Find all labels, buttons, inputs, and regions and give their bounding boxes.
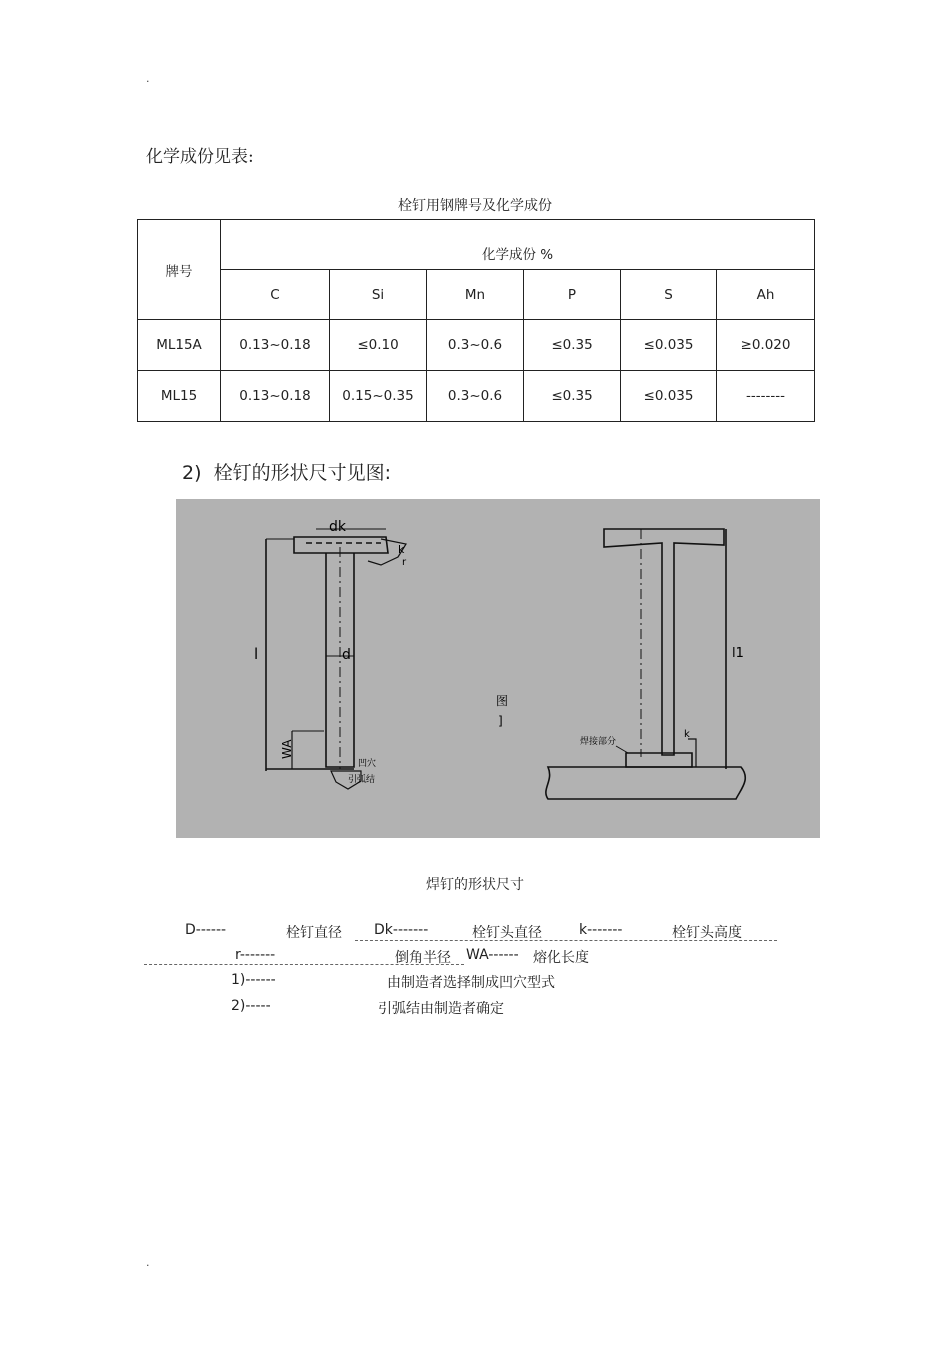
chemical-composition-table <box>137 219 815 422</box>
section-heading <box>182 458 391 485</box>
value-cell: ≤0.035 <box>621 320 717 371</box>
fig-glyph: 图 <box>496 694 509 708</box>
table-row <box>138 320 815 371</box>
figure-caption: 焊钉的形状尺寸 <box>426 877 524 893</box>
section-number: 2) <box>182 462 202 484</box>
stud-profile <box>604 529 724 755</box>
legend-wa-symbol: WA------ <box>466 947 519 963</box>
stud-dimension-figure <box>176 499 820 838</box>
value-cell: 0.13~0.18 <box>221 371 330 422</box>
stud-head-outline <box>294 537 388 553</box>
wa-label: WA <box>280 739 294 759</box>
legend-k-symbol: k------- <box>579 922 623 938</box>
legend-note2-desc: 引弧结由制造者确定 <box>378 1001 504 1017</box>
composition-header: 化学成份 % <box>221 220 815 270</box>
grade-cell: ML15A <box>138 320 221 371</box>
table-row <box>138 371 815 422</box>
l-label: l <box>254 645 259 663</box>
recess-note: 凹穴 <box>358 759 377 769</box>
element-header: Ah <box>717 270 815 320</box>
element-header: S <box>621 270 717 320</box>
legend-dk-desc: 栓钉头直径 <box>472 925 542 941</box>
section-title: 栓钉的形状尺寸见图: <box>213 462 391 484</box>
legend-d-desc: 栓钉直径 <box>286 925 342 941</box>
value-cell: ≥0.020 <box>717 320 815 371</box>
k-label: k <box>398 543 405 556</box>
element-header: Mn <box>427 270 524 320</box>
value-cell: 0.15~0.35 <box>330 371 427 422</box>
table-caption: 栓钉用钢牌号及化学成份 <box>398 198 552 214</box>
value-cell: ≤0.35 <box>524 320 621 371</box>
d-label: d <box>342 647 351 663</box>
legend-wa-desc: 熔化长度 <box>533 950 589 966</box>
value-cell: ≤0.10 <box>330 320 427 371</box>
value-cell: ≤0.35 <box>524 371 621 422</box>
element-header: Si <box>330 270 427 320</box>
value-cell: 0.13~0.18 <box>221 320 330 371</box>
legend-r-desc: 倒角半径 <box>395 950 451 966</box>
element-header: P <box>524 270 621 320</box>
weld-note: 焊接部分 <box>580 737 617 747</box>
r-label: r <box>402 557 407 568</box>
arc-note: 引弧结 <box>348 775 376 785</box>
legend-dk-symbol: Dk------- <box>374 922 429 938</box>
element-header: C <box>221 270 330 320</box>
value-cell: ≤0.035 <box>621 371 717 422</box>
l1-label: l1 <box>732 646 744 661</box>
page-dot-bottom: . <box>146 1256 150 1269</box>
dk-label: dk <box>329 519 346 535</box>
legend-note2-symbol: 2)----- <box>231 998 271 1014</box>
base-plate <box>546 767 745 799</box>
grade-cell: ML15 <box>138 371 221 422</box>
grade-header: 牌号 <box>138 220 221 320</box>
value-cell: 0.3~0.6 <box>427 371 524 422</box>
intro-text: 化学成份见表: <box>146 147 254 167</box>
stud-drawing <box>176 499 820 838</box>
right-k-label: k <box>684 729 690 740</box>
legend-k-desc: 栓钉头高度 <box>672 925 742 941</box>
value-cell: -------- <box>717 371 815 422</box>
legend-note1-desc: 由制造者选择制成凹穴型式 <box>387 975 555 991</box>
bracket-glyph: ] <box>498 714 503 728</box>
page-dot-top: . <box>146 72 150 85</box>
value-cell: 0.3~0.6 <box>427 320 524 371</box>
legend-d-symbol: D------ <box>185 922 227 938</box>
legend-r-symbol: r------- <box>235 947 276 963</box>
legend-note1-symbol: 1)------ <box>231 972 276 988</box>
